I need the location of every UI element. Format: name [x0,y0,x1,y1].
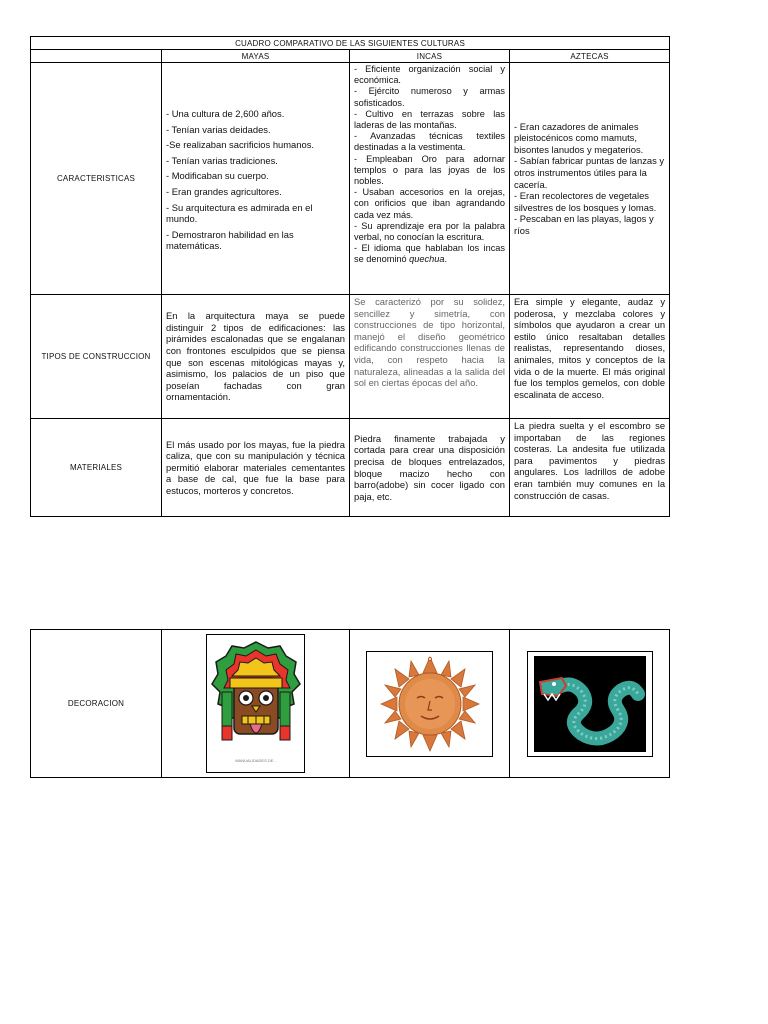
aztec-serpent-image [527,651,653,757]
mayas-construccion: En la arquitectura maya se puede distinguir 2 tipos de edificaciones: las pirámides escalonadas que se engalanan con frontones esculpidos que se piensa que son escenas mitológicas mayas y, asimismo, los palacios de un piso que poseían fachadas con gran ornamentación. [162,295,350,419]
quechua-text-suffix: . [444,254,447,265]
list-item: - Tenían varias deidades. [166,123,271,135]
quechua-text-prefix: - El idioma que hablaban los incas se denominó [354,243,505,265]
list-item: - Cultivo en terrazas sobre las laderas de las montañas. [354,108,505,131]
maya-decoration-cell [162,630,350,778]
maya-mask-icon [210,638,302,770]
row-label-tipos-de-construccion: TIPOS DE CONSTRUCCION [31,295,162,419]
aztecas-caracteristicas [510,63,670,295]
incas-materiales: Piedra finamente trabajada y cortada para crear una disposición precisa de bloques entrelazados, bloque macizo hecho con barro(adobe) sin cocer ligado con paja, etc. [350,419,510,517]
list-item: - Su aprendizaje era por la palabra verbal, no conocían la escritura. [354,220,505,243]
column-header-incas: INCAS [350,50,510,63]
list-item: - Modificaban su cuerpo. [166,170,269,182]
list-item: - Avanzadas técnicas textiles destinadas a la vestimenta. [354,131,505,153]
list-item: - Sabían fabricar puntas de lanzas y otros instrumentos útiles para la cacería. [514,155,665,190]
turquoise-serpent-icon [534,656,646,752]
comparison-table [30,36,670,517]
incas-caracteristicas [350,63,510,295]
list-item: - Tenían varias tradiciones. [166,154,278,166]
column-header-mayas: MAYAS [162,50,350,63]
aztec-decoration-cell [510,630,670,778]
list-item [354,243,505,265]
list-item: - Su arquitectura es admirada en el mundo. [166,201,313,225]
inca-sun-image [366,651,493,757]
quechua-word: quechua [409,254,445,265]
maya-mask-image [206,634,305,773]
header-empty [31,50,162,63]
column-header-aztecas: AZTECAS [510,50,670,63]
list-item: - Demostraron habilidad en las matemáticas. [166,228,294,252]
list-item: - Eran grandes agricultores. [166,186,282,197]
list-item: - Usaban accesorios en la orejas, con orificios que iban agrandando cada vez más. [354,187,505,220]
incas-construccion: Se caracterizó por su solidez, sencillez y simetría, con construcciones de tipo horizontal, manejó el diseño geométrico edificando construcciones llenas de vida, con respeto hacia la naturaleza, alineadas a la salida del sol en ciertas épocas del año. [350,295,510,419]
mask-caption: MANUALIDADES DE... [234,757,277,763]
list-item: - Ejército numeroso y armas sofisticados. [354,86,505,108]
mayas-materiales: El más usado por los mayas, fue la piedra caliza, que con su manipulación y técnica permitió elaborar materiales cementantes a base de cal, que fue la base para estucos, morteros y concretos. [162,419,350,517]
table-title: CUADRO COMPARATIVO DE LAS SIGUIENTES CULTURAS [31,37,670,50]
row-label-materiales: MATERIALES [31,419,162,517]
row-label-decoracion: DECORACION [31,630,162,778]
list-item: - Una cultura de 2,600 años. [166,108,285,120]
inca-decoration-cell [350,630,510,778]
list-item: - Eficiente organización social y económica. [354,64,505,86]
row-label-caracteristicas: CARACTERISTICAS [31,63,162,295]
list-item: - Pescaban en las playas, lagos y ríos [514,213,654,236]
aztecas-construccion: Era simple y elegante, audaz y poderosa, y mezclaba colores y símbolos que ayudaron a crear un estilo único resaltaban detalles realistas, representando dioses, animales, mitos y conceptos de la vida o de la muerte. El más original fue los templos gemelos, con doble escalinata de acceso. [510,295,670,419]
list-item: - Eran recolectores de vegetales silvestres de los bosques y lomas. [514,190,657,213]
aztecas-materiales: La piedra suelta y el escombro se importaban de las regiones costeras. La andesita fue utilizada para pavimentos y piedras angulares. Los ladrillos de adobe eran también muy comunes en la construcción de casas. [510,419,670,517]
sun-face-icon [375,655,485,753]
list-item: - Empleaban Oro para adornar templos o para las joyas de los nobles. [354,153,505,187]
list-item: - Eran cazadores de animales pleistocénicos como mamuts, bisontes lanudos y megaterios. [514,120,644,155]
decoration-table [30,629,670,778]
list-item: -Se realizaban sacrificios humanos. [166,139,314,151]
mayas-caracteristicas [162,63,350,295]
